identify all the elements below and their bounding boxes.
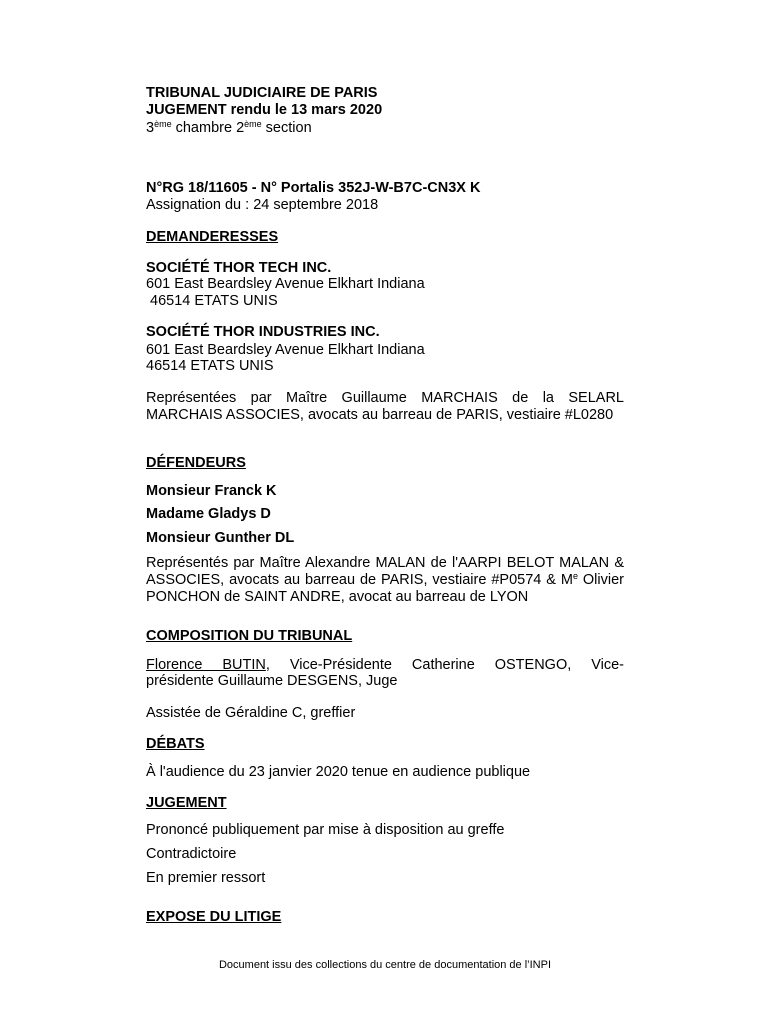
plaintiff-1-address-2: 46514 ETATS UNIS xyxy=(146,293,278,309)
assignation-date: Assignation du : 24 septembre 2018 xyxy=(146,197,379,213)
defendant-1: Monsieur Franck K xyxy=(146,483,277,499)
jugement-line-1: Prononcé publiquement par mise à disposition au greffe xyxy=(146,822,505,838)
jugement-heading: JUGEMENT xyxy=(146,795,227,811)
presiding-judge-name: Florence BUTIN xyxy=(146,657,266,673)
debats-heading: DÉBATS xyxy=(146,736,205,752)
jugement-line-2: Contradictoire xyxy=(146,846,237,862)
plaintiff-1-address-1: 601 East Beardsley Avenue Elkhart Indiana xyxy=(146,276,425,292)
case-number: N°RG 18/11605 - N° Portalis 352J-W-B7C-CN3X K xyxy=(146,180,481,196)
composition-line-1: Florence BUTIN, Vice-Présidente Catherine OSTENGO, Vice- xyxy=(146,657,624,673)
clerk: Assistée de Géraldine C, greffier xyxy=(146,705,356,721)
judgment-date: JUGEMENT rendu le 13 mars 2020 xyxy=(146,102,383,118)
defendant-3: Monsieur Gunther DL xyxy=(146,530,295,546)
plaintiffs-heading: DEMANDERESSES xyxy=(146,229,279,245)
chamber-section: 3ème chambre 2ème section xyxy=(146,119,312,136)
document-footer: Document issu des collections du centre de documentation de l’INPI xyxy=(218,959,551,971)
plaintiffs-representation: Représentées par Maître Guillaume MARCHAIS de la SELARL MARCHAIS ASSOCIES, avocats au barreau de PARIS, vestiaire #L0280 xyxy=(146,390,624,423)
debats-text: À l'audience du 23 janvier 2020 tenue en audience publique xyxy=(146,764,531,780)
plaintiff-2-address-2: 46514 ETATS UNIS xyxy=(146,358,274,374)
composition-line-2: présidente Guillaume DESGENS, Juge xyxy=(146,673,398,689)
plaintiff-1-name: SOCIÉTÉ THOR TECH INC. xyxy=(146,260,332,276)
defendants-representation: Représentés par Maître Alexandre MALAN de l'AARPI BELOT MALAN & ASSOCIES, avocats au barreau de PARIS, vestiaire #P0574 & Me Olivier PONCHON de SAINT ANDRE, avocat au barreau de LYON xyxy=(146,555,624,605)
court-name: TRIBUNAL JUDICIAIRE DE PARIS xyxy=(146,85,378,101)
plaintiff-2-address-1: 601 East Beardsley Avenue Elkhart Indiana xyxy=(146,342,425,358)
composition-heading: COMPOSITION DU TRIBUNAL xyxy=(146,628,353,644)
defendants-heading: DÉFENDEURS xyxy=(146,455,246,471)
expose-heading: EXPOSE DU LITIGE xyxy=(146,909,282,925)
defendant-2: Madame Gladys D xyxy=(146,506,271,522)
plaintiff-2-name: SOCIÉTÉ THOR INDUSTRIES INC. xyxy=(146,324,380,340)
jugement-line-3: En premier ressort xyxy=(146,870,266,886)
